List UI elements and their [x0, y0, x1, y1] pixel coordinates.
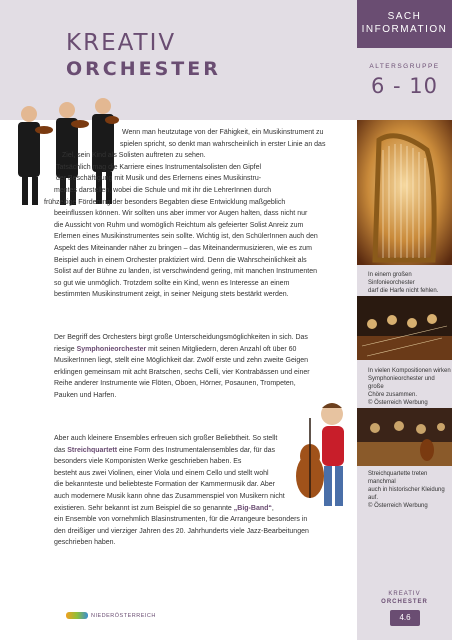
page-title-line1: KREATIV — [66, 30, 177, 56]
footer-title: KREATIV ORCHESTER — [381, 591, 428, 605]
category-line2: INFORMATION — [361, 24, 448, 35]
age-group-value: 6 - 10 — [370, 74, 438, 98]
publisher-logo-icon — [66, 612, 88, 619]
highlight-streichquartett: Streichquartett — [67, 446, 118, 454]
paragraph-ensembles: Aber auch kleinere Ensembles erfreuen sich großer Beliebtheit. So stellt das Streichquartett eine Form des Instrumentalensembles dar, für das besonders viele Komponisten Werke geschrieben haben. Es besteht aus zwei Violinen, einer Viola und einem Cello und stellt wohl die bekannteste und beliebteste Formation der Kammermusik dar. Aber auch modernere Musik kann ohne das Zusammenspiel von Musikern nicht existieren. Sehr bekannt ist zum Beispiel die so genannte „Big-Band“, ein Ensemble von vornehmlich Blasinstrumenten, für die Arrangeure besonders in den dreißiger und vierziger Jahren des 20. Jahrhunderts viele Jazz-Bearbeitungen geschrieben haben. — [54, 435, 309, 547]
quartet-photo — [357, 408, 452, 466]
highlight-symphonieorchester: Symphonieorchester — [76, 345, 147, 353]
page-number: 4.6 — [390, 610, 420, 626]
category-line1: SACH — [387, 11, 422, 22]
age-group-label: ALTERSGRUPPE — [369, 63, 440, 70]
paragraph-symphony: Der Begriff des Orchesters birgt große Unterscheidungsmöglichkeiten in sich. Das riesige Symphonieorchester mit seinen Mitgliedern, deren Anzahl oft über 60 MusikerInnen liegt, stellt eine Möglichkeit dar. Zwölf erste und zehn zweite Geigen erklingen gemeinsam mit acht Bratschen, sechs Celli, vier Kontrabässen und einer Reihe anderer Instrumente wie Flöten, Oboen, Hörner, Posaunen, Trompeten, Pauken und Harfen. — [54, 334, 310, 399]
caption-quartet: Streichquartette treten manchmal auch in historischer Kleidung auf. © Österreich Werbung — [368, 471, 445, 509]
harp-photo — [357, 120, 452, 265]
caption-orchestra: In vielen Kompositionen wirken Symphonieorchester und große Chöre zusammen. © Österreich Werbung — [368, 368, 451, 406]
orchestra-photo — [357, 296, 452, 360]
paragraph-intro: Wenn man heutzutage von der Fähigkeit, ein Musikinstrument zu spielen spricht, so denkt man wahrscheinlich in erster Linie an das Ziel, sein Kind als Solisten auftreten zu sehen. Tatsächlich mag die Karriere eines Instrumentalsolisten den Gipfel der Beschäftigung mit Musik und des Erlernens eines Musikinstru- mentes darstellen, wobei die Schule und mit ihr die LehrerInnen durch frühzeitige Förderung der besonders Begabten diese Entwicklung maßgeblich beeinflussen können. Wir sollten uns aber immer vor Augen halten, dass nicht nur die Aussicht von Ruhm und womöglich Reichtum als gefeierter Solist Anreiz zum Erlernen eines Musikinstrumentes sein sollte. Wichtig ist, den SchülerInnen auch den Aspekt des Miteinander näher zu bringen – das Miteinandermusizieren, wie es zum Beispiel auch in einem Orchester praktiziert wird. Denn die Wahrscheinlichkeit als Solist auf der Bühne zu landen, ist verschwindend gering, mit manchen Instrumenten so gut wie unmöglich. Trotzdem sollte ein Kind, wenn es Interesse an einem bestimmten Musikinstrument zeigt, in seiner Neigung stets bestärkt werden. — [44, 129, 326, 299]
caption-harp: In einem großen Sinfonieorchester darf die Harfe nicht fehlen. — [368, 272, 439, 294]
page-title-line2: ORCHESTER — [66, 58, 221, 80]
category-box — [357, 0, 452, 48]
footer-publisher: NIEDERÖSTERREICH — [66, 612, 156, 619]
highlight-big-band: „Big-Band“ — [233, 504, 272, 512]
